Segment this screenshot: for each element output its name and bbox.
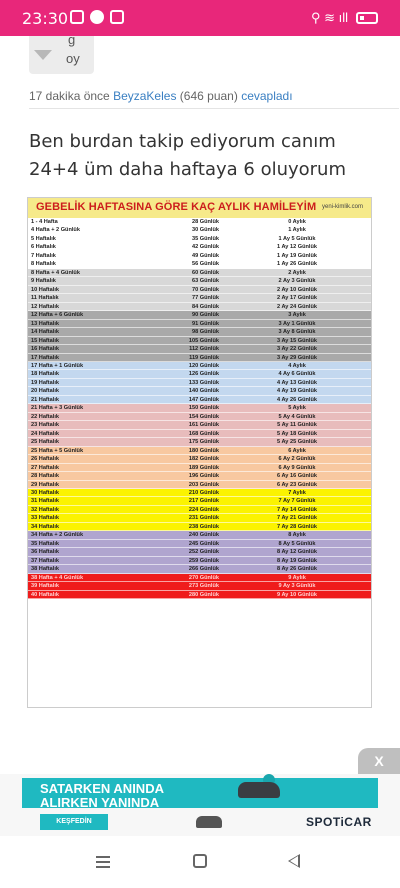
table-cell: 37 Haftalık bbox=[31, 557, 59, 564]
table-cell: 27 Haftalık bbox=[31, 464, 59, 471]
table-cell: 21 Haftalık bbox=[31, 396, 59, 403]
table-cell: 280 Günlük bbox=[188, 591, 219, 598]
table-row bbox=[28, 489, 371, 497]
table-row bbox=[28, 303, 371, 311]
table-cell: 17 Hafta + 1 Günlük bbox=[31, 362, 84, 369]
table-cell: 120 Günlük bbox=[188, 362, 219, 369]
table-row bbox=[28, 497, 371, 505]
table-row bbox=[28, 447, 371, 455]
table-row bbox=[28, 387, 371, 395]
table-row bbox=[28, 379, 371, 387]
table-cell: 196 Günlük bbox=[188, 473, 219, 480]
table-cell: 38 Hafta + 4 Günlük bbox=[31, 574, 84, 581]
table-row bbox=[28, 370, 371, 378]
table-cell: 1 Ay 5 Günlük bbox=[278, 235, 316, 242]
table-cell: 22 Haftalık bbox=[31, 413, 59, 420]
table-cell: 13 Haftalık bbox=[31, 320, 59, 327]
table-cell: 30 Günlük bbox=[191, 227, 219, 234]
table-cell: 49 Günlük bbox=[191, 252, 219, 259]
table-cell: 18 Haftalık bbox=[31, 371, 59, 378]
table-cell: 2 Ay 10 Günlük bbox=[277, 286, 317, 293]
table-cell: 5 Ay 25 Günlük bbox=[277, 439, 317, 446]
table-cell: 39 Haftalık bbox=[31, 583, 59, 590]
ad-brand-logo: SPOTiCAR bbox=[306, 815, 372, 829]
table-cell: 4 Ay 26 Günlük bbox=[277, 396, 317, 403]
table-cell: 17 Haftalık bbox=[31, 354, 59, 361]
table-cell: 5 Ay 11 Günlük bbox=[277, 422, 317, 429]
table-row bbox=[28, 345, 371, 353]
table-rows bbox=[28, 218, 371, 599]
table-cell: 3 Aylık bbox=[288, 312, 306, 319]
table-cell: 240 Günlük bbox=[188, 532, 219, 539]
table-cell: 1 Ay 19 Günlük bbox=[277, 252, 317, 259]
table-row bbox=[28, 565, 371, 573]
table-cell: 203 Günlük bbox=[188, 481, 219, 488]
navigation-bar bbox=[0, 836, 400, 888]
ad-banner[interactable] bbox=[0, 774, 400, 836]
table-cell: 2 Ay 17 Günlük bbox=[277, 295, 317, 302]
table-cell: 6 Aylık bbox=[288, 447, 306, 454]
car-icon bbox=[238, 782, 280, 798]
table-cell: 231 Günlük bbox=[188, 515, 219, 522]
table-row bbox=[28, 421, 371, 429]
table-cell: 34 Hafta + 2 Günlük bbox=[31, 532, 84, 539]
table-cell: 2 Aylık bbox=[288, 269, 306, 276]
table-cell: 35 Haftalık bbox=[31, 540, 59, 547]
status-system-icons bbox=[311, 10, 378, 26]
table-header bbox=[28, 198, 371, 218]
table-row bbox=[28, 362, 371, 370]
table-cell: 7 Ay 21 Günlük bbox=[277, 515, 317, 522]
table-row bbox=[28, 277, 371, 285]
table-cell: 40 Haftalık bbox=[31, 591, 59, 598]
table-cell: 20 Haftalık bbox=[31, 388, 59, 395]
table-cell: 32 Haftalık bbox=[31, 506, 59, 513]
table-cell: 11 Haftalık bbox=[31, 295, 59, 302]
table-cell: 77 Günlük bbox=[191, 295, 219, 302]
ad-line1: SATARKEN ANINDA bbox=[40, 781, 164, 796]
status-bar bbox=[0, 0, 400, 36]
table-cell: 266 Günlük bbox=[188, 566, 219, 573]
table-cell: 4 Hafta + 2 Günlük bbox=[31, 227, 80, 234]
table-row bbox=[28, 235, 371, 243]
ad-close-button[interactable]: X bbox=[358, 748, 400, 774]
table-cell: 150 Günlük bbox=[188, 405, 219, 412]
table-cell: 8 Hafta + 4 Günlük bbox=[31, 269, 80, 276]
table-cell: 29 Haftalık bbox=[31, 481, 59, 488]
table-row bbox=[28, 260, 371, 268]
notification-app-icon bbox=[70, 10, 84, 24]
table-cell: 9 Aylık bbox=[288, 574, 306, 581]
table-row bbox=[28, 311, 371, 319]
table-cell: 12 Haftalık bbox=[31, 303, 59, 310]
table-row bbox=[28, 294, 371, 302]
table-cell: 168 Günlük bbox=[188, 430, 219, 437]
table-row bbox=[28, 286, 371, 294]
table-cell: 9 Ay 10 Günlük bbox=[277, 591, 317, 598]
table-cell: 259 Günlük bbox=[188, 557, 219, 564]
table-cell: 4 Ay 19 Günlük bbox=[277, 388, 317, 395]
table-row bbox=[28, 514, 371, 522]
table-cell: 70 Günlük bbox=[191, 286, 219, 293]
table-cell: 6 Haftalık bbox=[31, 244, 56, 251]
status-time: 23:30 bbox=[22, 9, 69, 28]
table-row bbox=[28, 396, 371, 404]
table-cell: 25 Hafta + 5 Günlük bbox=[31, 447, 84, 454]
table-cell: 91 Günlük bbox=[191, 320, 219, 327]
table-cell: 8 Aylık bbox=[288, 532, 306, 539]
table-cell: 10 Haftalık bbox=[31, 286, 59, 293]
table-cell: 3 Ay 1 Günlük bbox=[278, 320, 316, 327]
table-row bbox=[28, 218, 371, 226]
table-cell: 3 Ay 15 Günlük bbox=[277, 337, 317, 344]
table-cell: 1 Ay 26 Günlük bbox=[277, 261, 317, 268]
vote-partial-text: g bbox=[68, 32, 76, 47]
table-row bbox=[28, 506, 371, 514]
table-title: GEBELİK HAFTASINA GÖRE KAÇ AYLIK HAMİLEYİM bbox=[36, 201, 317, 213]
back-icon[interactable] bbox=[288, 854, 300, 868]
ad-cta-button[interactable]: KEŞFEDİN bbox=[40, 814, 108, 830]
table-row bbox=[28, 582, 371, 590]
table-cell: 6 Ay 16 Günlük bbox=[277, 473, 317, 480]
table-row bbox=[28, 269, 371, 277]
table-cell: 6 Ay 23 Günlük bbox=[277, 481, 317, 488]
table-cell: 154 Günlük bbox=[188, 413, 219, 420]
table-row bbox=[28, 523, 371, 531]
table-row bbox=[28, 531, 371, 539]
table-cell: 8 Ay 26 Günlük bbox=[277, 566, 317, 573]
table-cell: 3 Ay 8 Günlük bbox=[278, 329, 316, 336]
vote-button[interactable] bbox=[29, 32, 94, 74]
table-cell: 28 Günlük bbox=[191, 219, 219, 225]
table-cell: 5 Ay 4 Günlük bbox=[278, 413, 316, 420]
table-cell: 38 Haftalık bbox=[31, 566, 59, 573]
table-cell: 98 Günlük bbox=[191, 329, 219, 336]
table-row bbox=[28, 574, 371, 582]
battery-icon bbox=[356, 12, 378, 24]
table-cell: 12 Hafta + 6 Günlük bbox=[31, 312, 84, 319]
table-cell: 28 Haftalık bbox=[31, 473, 59, 480]
table-cell: 180 Günlük bbox=[188, 447, 219, 454]
table-cell: 5 Haftalık bbox=[31, 235, 56, 242]
table-cell: 182 Günlük bbox=[188, 456, 219, 463]
table-cell: 175 Günlük bbox=[188, 439, 219, 446]
table-row bbox=[28, 464, 371, 472]
table-cell: 8 Ay 19 Günlük bbox=[277, 557, 317, 564]
table-cell: 8 Haftalık bbox=[31, 261, 56, 268]
table-cell: 36 Haftalık bbox=[31, 549, 59, 556]
notification-circle-icon bbox=[90, 10, 104, 24]
table-row bbox=[28, 320, 371, 328]
table-cell: 34 Haftalık bbox=[31, 523, 59, 530]
table-cell: 2 Ay 24 Günlük bbox=[277, 303, 317, 310]
table-cell: 161 Günlük bbox=[188, 422, 219, 429]
table-cell: 25 Haftalık bbox=[31, 439, 59, 446]
table-cell: 7 Ay 7 Günlük bbox=[278, 498, 316, 505]
table-cell: 63 Günlük bbox=[191, 278, 219, 285]
table-cell: 2 Ay 3 Günlük bbox=[278, 278, 316, 285]
table-row bbox=[28, 337, 371, 345]
table-cell: 14 Haftalık bbox=[31, 329, 59, 336]
table-cell: 270 Günlük bbox=[188, 574, 219, 581]
table-cell: 33 Haftalık bbox=[31, 515, 59, 522]
table-cell: 23 Haftalık bbox=[31, 422, 59, 429]
table-row bbox=[28, 455, 371, 463]
small-car-icon bbox=[196, 816, 222, 828]
table-cell: 119 Günlük bbox=[189, 354, 219, 361]
table-cell: 7 Ay 14 Günlük bbox=[277, 506, 317, 513]
recents-icon[interactable] bbox=[96, 856, 110, 868]
ad-line2: ALIRKEN YANINDA bbox=[40, 795, 160, 810]
content-bottom-area bbox=[20, 708, 400, 758]
table-cell: 4 Ay 6 Günlük bbox=[278, 371, 316, 378]
home-icon[interactable] bbox=[193, 854, 207, 868]
table-cell: 140 Günlük bbox=[188, 388, 219, 395]
table-cell: 21 Hafta + 3 Günlük bbox=[31, 405, 84, 412]
table-cell: 5 Ay 18 Günlük bbox=[277, 430, 317, 437]
table-cell: 147 Günlük bbox=[188, 396, 219, 403]
table-row bbox=[28, 226, 371, 234]
table-cell: 84 Günlük bbox=[191, 303, 219, 310]
answer-username[interactable]: BeyzaKeles bbox=[113, 89, 177, 103]
table-row bbox=[28, 328, 371, 336]
table-cell: 7 Ay 28 Günlük bbox=[277, 523, 317, 530]
table-cell: 6 Ay 9 Günlük bbox=[278, 464, 316, 471]
status-notification-icons bbox=[70, 10, 124, 24]
table-row bbox=[28, 430, 371, 438]
table-cell: 252 Günlük bbox=[188, 549, 219, 556]
signal-wifi-icons: ⚲ ≋ ıll bbox=[310, 10, 348, 25]
table-cell: 6 Ay 2 Günlük bbox=[278, 456, 316, 463]
table-row bbox=[28, 252, 371, 260]
table-cell: 56 Günlük bbox=[191, 261, 219, 268]
table-cell: 210 Günlük bbox=[188, 490, 219, 496]
table-cell: 1 - 4 Hafta bbox=[31, 219, 58, 225]
answer-action: cevapladı bbox=[241, 89, 293, 103]
table-cell: 3 Ay 22 Günlük bbox=[277, 346, 317, 353]
notification-image-icon bbox=[110, 10, 124, 24]
table-row bbox=[28, 557, 371, 565]
table-cell: 24 Haftalık bbox=[31, 430, 59, 437]
pregnancy-week-table-image[interactable] bbox=[27, 197, 372, 708]
table-cell: 9 Haftalık bbox=[31, 278, 56, 285]
table-cell: 90 Günlük bbox=[191, 312, 219, 319]
table-cell: 5 Aylık bbox=[288, 405, 306, 412]
table-cell: 35 Günlük bbox=[191, 235, 219, 242]
table-cell: 0 Aylık bbox=[288, 219, 306, 225]
answer-text: Ben burdan takip ediyorum canım 24+4 üm daha haftaya 6 oluyorum bbox=[29, 131, 346, 180]
table-cell: 26 Haftalık bbox=[31, 456, 59, 463]
table-cell: 133 Günlük bbox=[188, 379, 219, 386]
table-cell: 105 Günlük bbox=[188, 337, 219, 344]
table-row bbox=[28, 243, 371, 251]
table-cell: 7 Haftalık bbox=[31, 252, 56, 259]
table-cell: 3 Ay 29 Günlük bbox=[277, 354, 317, 361]
table-cell: 60 Günlük bbox=[191, 269, 219, 276]
table-cell: 31 Haftalık bbox=[31, 498, 59, 505]
table-cell: 189 Günlük bbox=[188, 464, 219, 471]
table-row bbox=[28, 548, 371, 556]
table-row bbox=[28, 472, 371, 480]
table-cell: 9 Ay 3 Günlük bbox=[278, 583, 316, 590]
divider bbox=[29, 108, 399, 109]
vote-down-icon[interactable] bbox=[34, 50, 52, 60]
answer-points: (646 puan) bbox=[179, 89, 238, 103]
table-row bbox=[28, 413, 371, 421]
table-row bbox=[28, 438, 371, 446]
table-cell: 245 Günlük bbox=[188, 540, 219, 547]
table-row bbox=[28, 591, 371, 599]
vote-label: oy bbox=[66, 51, 80, 66]
answer-time: 17 dakika önce bbox=[29, 89, 110, 103]
table-cell: 238 Günlük bbox=[188, 523, 219, 530]
table-cell: 1 Aylık bbox=[288, 227, 306, 234]
table-cell: 42 Günlük bbox=[191, 244, 219, 251]
table-cell: 16 Haftalık bbox=[31, 346, 59, 353]
table-cell: 8 Ay 5 Günlük bbox=[278, 540, 316, 547]
table-row bbox=[28, 481, 371, 489]
table-row bbox=[28, 354, 371, 362]
table-cell: 112 Günlük bbox=[189, 346, 219, 353]
answer-meta bbox=[29, 89, 293, 103]
table-cell: 19 Haftalık bbox=[31, 379, 59, 386]
table-cell: 4 Aylık bbox=[288, 362, 306, 369]
table-cell: 4 Ay 13 Günlük bbox=[277, 379, 317, 386]
table-cell: 1 Ay 12 Günlük bbox=[277, 244, 317, 251]
table-cell: 217 Günlük bbox=[188, 498, 219, 505]
table-cell: 8 Ay 12 Günlük bbox=[277, 549, 317, 556]
table-cell: 15 Haftalık bbox=[31, 337, 59, 344]
table-cell: 30 Haftalık bbox=[31, 490, 59, 496]
table-row bbox=[28, 404, 371, 412]
table-watermark: yeni-kimlik.com bbox=[321, 204, 363, 210]
table-row bbox=[28, 540, 371, 548]
table-cell: 7 Aylık bbox=[288, 490, 306, 496]
table-cell: 273 Günlük bbox=[188, 583, 219, 590]
table-cell: 224 Günlük bbox=[188, 506, 219, 513]
table-cell: 126 Günlük bbox=[188, 371, 219, 378]
